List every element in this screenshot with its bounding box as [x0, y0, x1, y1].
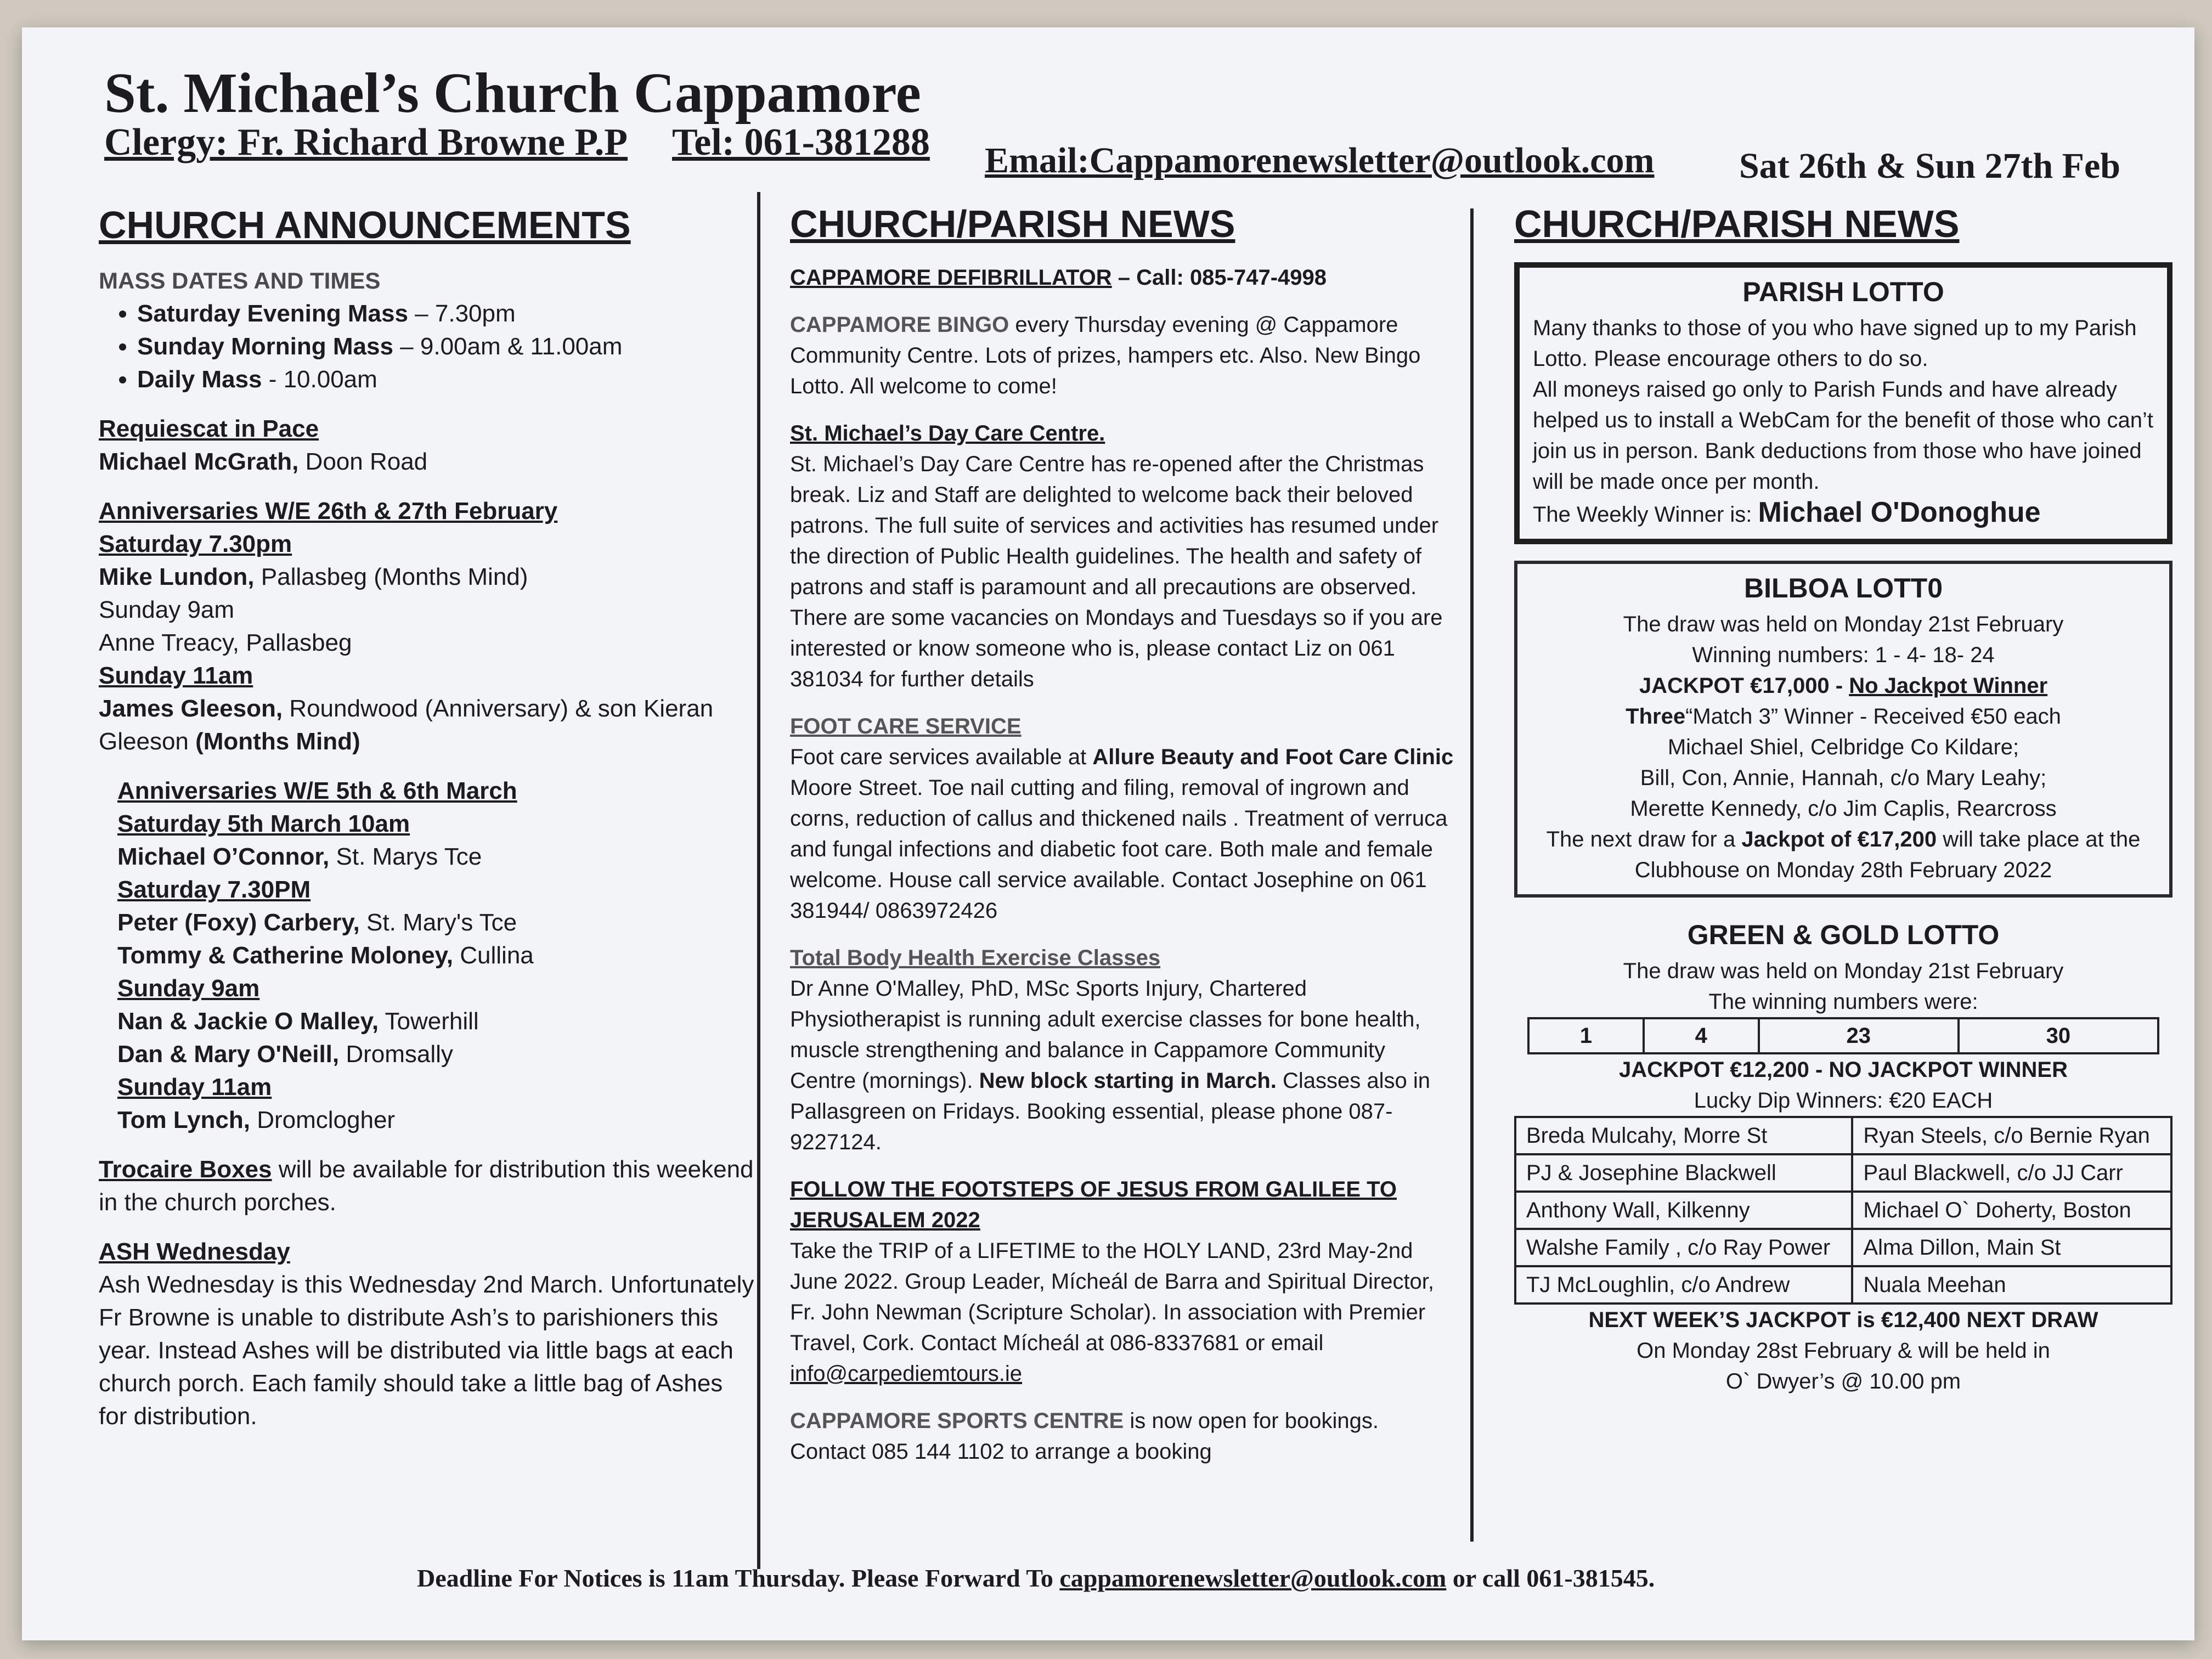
bilboa-winner: Bill, Con, Annie, Hannah, c/o Mary Leahy; — [1640, 766, 2047, 790]
table-row: PJ & Josephine Blackwell Paul Blackwell, c/o JJ Carr — [1515, 1154, 2171, 1192]
anniversary-entry: James Gleeson, Roundwood (Anniversary) & son Kieran Gleeson (Months Mind) — [99, 695, 714, 755]
bilboa-lotto-box — [1514, 561, 2172, 898]
sunday-9am-label: Sunday 9am — [99, 596, 235, 623]
mass-times-list — [99, 297, 757, 396]
bilboa-draw-date: The draw was held on Monday 21st February — [1623, 612, 2064, 636]
parish-lotto-text: All moneys raised go only to Parish Funds and have already helped us to install a WebCam for the benefit of those who can’t join us in person. Bank deductions from those who have joined will be made once per month. — [1533, 377, 2154, 494]
green-gold-numbers-label: The winning numbers were: — [1708, 990, 1978, 1014]
sunday-9am-heading: Sunday 9am — [117, 975, 260, 1002]
newsletter-title: St. Michael’s Church Cappamore — [104, 61, 921, 125]
green-gold-jackpot: JACKPOT €12,200 - NO JACKPOT WINNER — [1619, 1058, 2068, 1082]
anniversary-entry: Anne Treacy, Pallasbeg — [99, 629, 352, 656]
parish-lotto-box — [1514, 262, 2172, 544]
saturday-730-heading: Saturday 7.30pm — [99, 531, 292, 557]
mass-item: • Saturday Evening Mass – 7.30pm — [137, 297, 757, 330]
bilboa-winner: Merette Kennedy, c/o Jim Caplis, Rearcross — [1630, 797, 2057, 821]
day-care-heading: St. Michael’s Day Care Centre. — [790, 421, 1105, 445]
table-row: Anthony Wall, Kilkenny Michael O` Doherty, Boston — [1515, 1192, 2171, 1229]
newsletter-date: Sat 26th & Sun 27th Feb — [1739, 146, 2120, 186]
ash-wednesday-heading: ASH Wednesday — [99, 1238, 290, 1265]
parish-news-column — [790, 202, 1454, 1467]
exercise-classes-heading: Total Body Health Exercise Classes — [790, 946, 1161, 970]
anniversary-entry: Tom Lynch, Dromclogher — [117, 1107, 396, 1133]
bilboa-match3: Three“Match 3” Winner - Received €50 each — [1626, 704, 2061, 729]
winning-number: 4 — [1644, 1018, 1759, 1053]
church-announcements-column — [99, 204, 757, 1433]
table-row: Breda Mulcahy, Morre St Ryan Steels, c/o Bernie Ryan — [1515, 1117, 2171, 1154]
clergy-line: Clergy: Fr. Richard Browne P.P — [104, 121, 628, 163]
next-draw-place: O` Dwyer’s @ 10.00 pm — [1725, 1369, 1961, 1393]
lucky-dip-table — [1514, 1116, 2172, 1305]
anniversary-entry: Mike Lundon, Pallasbeg (Months Mind) — [99, 563, 528, 590]
parish-news-heading: CHURCH/PARISH NEWS — [790, 202, 1235, 245]
telephone: Tel: 061-381288 — [672, 121, 930, 163]
winning-number: 1 — [1528, 1018, 1644, 1053]
exercise-classes-text: Dr Anne O'Malley, PhD, MSc Sports Injury, Chartered Physiotherapist is running adult exercise classes for bone health, muscle strengthening and balance in Cappamore Community Centre (mornings). New block starting in March. Classes also in Pallasgreen on Fridays. Booking essential, please phone 087-9227124. — [790, 977, 1431, 1154]
lotto-column-heading: CHURCH/PARISH NEWS — [1514, 202, 1960, 245]
march-anniversaries — [99, 775, 757, 1137]
day-care-text: St. Michael’s Day Care Centre has re-opened after the Christmas break. Liz and Staff are delighted to welcome back their beloved patrons. The full suite of services and activities has resumed under the direction of Public Health guidelines. The health and safety of patrons and staff is paramount and all precautions are observed. There are some vacancies on Mondays and Tuesdays so if you are interested or know someone who is, please contact Liz on 061 381034 for further details — [790, 452, 1443, 691]
anniversary-entry: Nan & Jackie O Malley, Towerhill — [117, 1008, 479, 1035]
email-link[interactable]: Email:Cappamorenewsletter@outlook.com — [985, 140, 1655, 180]
holy-land-text: Take the TRIP of a LIFETIME to the HOLY LAND, 23rd May-2nd June 2022. Group Leader, Mícheál de Barra and Spiritual Director, Fr. John Newman (Scripture Scholar). In association with Premier Travel, Cork. Contact Mícheál at 086-8337681 or email info@carpediemtours.ie — [790, 1239, 1435, 1386]
weekly-winner: The Weekly Winner is: Michael O'Donoghue — [1533, 496, 2041, 528]
bingo-notice: CAPPAMORE BINGO every Thursday evening @ Cappamore Community Centre. Lots of prizes, hampers etc. Also. New Bingo Lotto. All welcome to come! — [790, 313, 1421, 398]
parish-lotto-title: PARISH LOTTO — [1742, 276, 1944, 307]
foot-care-heading: FOOT CARE SERVICE — [790, 714, 1022, 738]
green-gold-title: GREEN & GOLD LOTTO — [1687, 919, 2000, 950]
winning-numbers-table — [1527, 1017, 2159, 1054]
defibrillator-notice: CAPPAMORE DEFIBRILLATOR – Call: 085-747-4998 — [790, 266, 1327, 290]
mass-item: • Sunday Morning Mass – 9.00am & 11.00am — [137, 330, 757, 363]
trocaire-notice: Trocaire Boxes will be available for distribution this weekend in the church porches. — [99, 1156, 754, 1216]
winning-number: 23 — [1759, 1018, 1959, 1053]
anniversaries-heading-2: Anniversaries W/E 5th & 6th March — [117, 777, 517, 804]
green-gold-lotto — [1514, 919, 2172, 1397]
ash-wednesday-text: Ash Wednesday is this Wednesday 2nd March. Unfortunately Fr Browne is unable to distribute Ash’s to parishioners this year. Instead Ashes will be distributed via little bags at each church porch. Each family should take a little bag of Ashes for distribution. — [99, 1271, 754, 1430]
next-draw-date: On Monday 28st February & will be held in — [1637, 1339, 2050, 1363]
rip-entry: Michael McGrath, Doon Road — [99, 448, 428, 475]
bilboa-lotto-title: BILBOA LOTT0 — [1743, 573, 1943, 603]
table-row: TJ McLoughlin, c/o Andrew Nuala Meehan — [1515, 1266, 2171, 1304]
sunday-11am-heading: Sunday 11am — [99, 662, 253, 689]
table-row: Walshe Family , c/o Ray Power Alma Dillon, Main St — [1515, 1229, 2171, 1266]
sunday-11am-heading-2: Sunday 11am — [117, 1074, 272, 1101]
rip-heading: Requiescat in Pace — [99, 415, 319, 442]
bilboa-winner: Michael Shiel, Celbridge Co Kildare; — [1667, 735, 2019, 759]
anniversary-entry: Dan & Mary O'Neill, Dromsally — [117, 1041, 453, 1068]
next-jackpot: NEXT WEEK’S JACKPOT is €12,400 NEXT DRAW — [1588, 1308, 2098, 1332]
mass-times-heading: MASS DATES AND TIMES — [99, 268, 381, 294]
foot-care-text: Foot care services available at Allure Beauty and Foot Care Clinic Moore Street. Toe nail cutting and filing, removal of ingrown and corns, reduction of callus and thickened nails . Treatment of verruca and fungal infections and diabetic foot care. Both male and female welcome. House call service available. Contact Josephine on 061 381944/ 0863972426 — [790, 745, 1454, 923]
bilboa-winning-numbers: Winning numbers: 1 - 4- 18- 24 — [1692, 643, 1995, 667]
footer-deadline: Deadline For Notices is 11am Thursday. Please Forward To cappamorenewsletter@outlook.com or call 061-381545. — [417, 1564, 1655, 1592]
holy-land-heading: FOLLOW THE FOOTSTEPS OF JESUS FROM GALILEE TO JERUSALEM 2022 — [790, 1177, 1397, 1232]
anniversary-entry: Tommy & Catherine Moloney, Cullina — [117, 942, 534, 969]
parish-lotto-text: Many thanks to those of you who have signed up to my Parish Lotto. Please encourage others to do so. — [1533, 316, 2137, 371]
lucky-dip-label: Lucky Dip Winners: €20 EACH — [1694, 1088, 1993, 1113]
column-divider — [1470, 208, 1474, 1542]
lotto-column — [1514, 202, 2172, 1397]
winning-number: 30 — [1959, 1018, 2158, 1053]
sports-centre-notice: CAPPAMORE SPORTS CENTRE is now open for bookings. Contact 085 144 1102 to arrange a booking — [790, 1409, 1379, 1464]
anniversary-entry: Michael O’Connor, St. Marys Tce — [117, 843, 482, 870]
tours-email-link[interactable]: info@carpediemtours.ie — [790, 1362, 1023, 1386]
anniversary-entry: Peter (Foxy) Carbery, St. Mary's Tce — [117, 909, 517, 936]
mass-item: • Daily Mass - 10.00am — [137, 363, 757, 396]
anniversaries-heading-1: Anniversaries W/E 26th & 27th February — [99, 498, 558, 524]
announcements-heading: CHURCH ANNOUNCEMENTS — [99, 204, 631, 246]
column-divider — [757, 192, 760, 1569]
saturday-5th-heading: Saturday 5th March 10am — [117, 810, 410, 837]
newsletter-page — [22, 27, 2194, 1640]
footer-email-link[interactable]: cappamorenewsletter@outlook.com — [1059, 1564, 1447, 1592]
saturday-730pm-heading: Saturday 7.30PM — [117, 876, 311, 903]
green-gold-draw-date: The draw was held on Monday 21st February — [1623, 959, 2064, 983]
bilboa-next-draw: The next draw for a Jackpot of €17,200 will take place at the Clubhouse on Monday 28th February 2022 — [1546, 827, 2141, 882]
bilboa-jackpot: JACKPOT €17,000 - No Jackpot Winner — [1639, 674, 2048, 698]
